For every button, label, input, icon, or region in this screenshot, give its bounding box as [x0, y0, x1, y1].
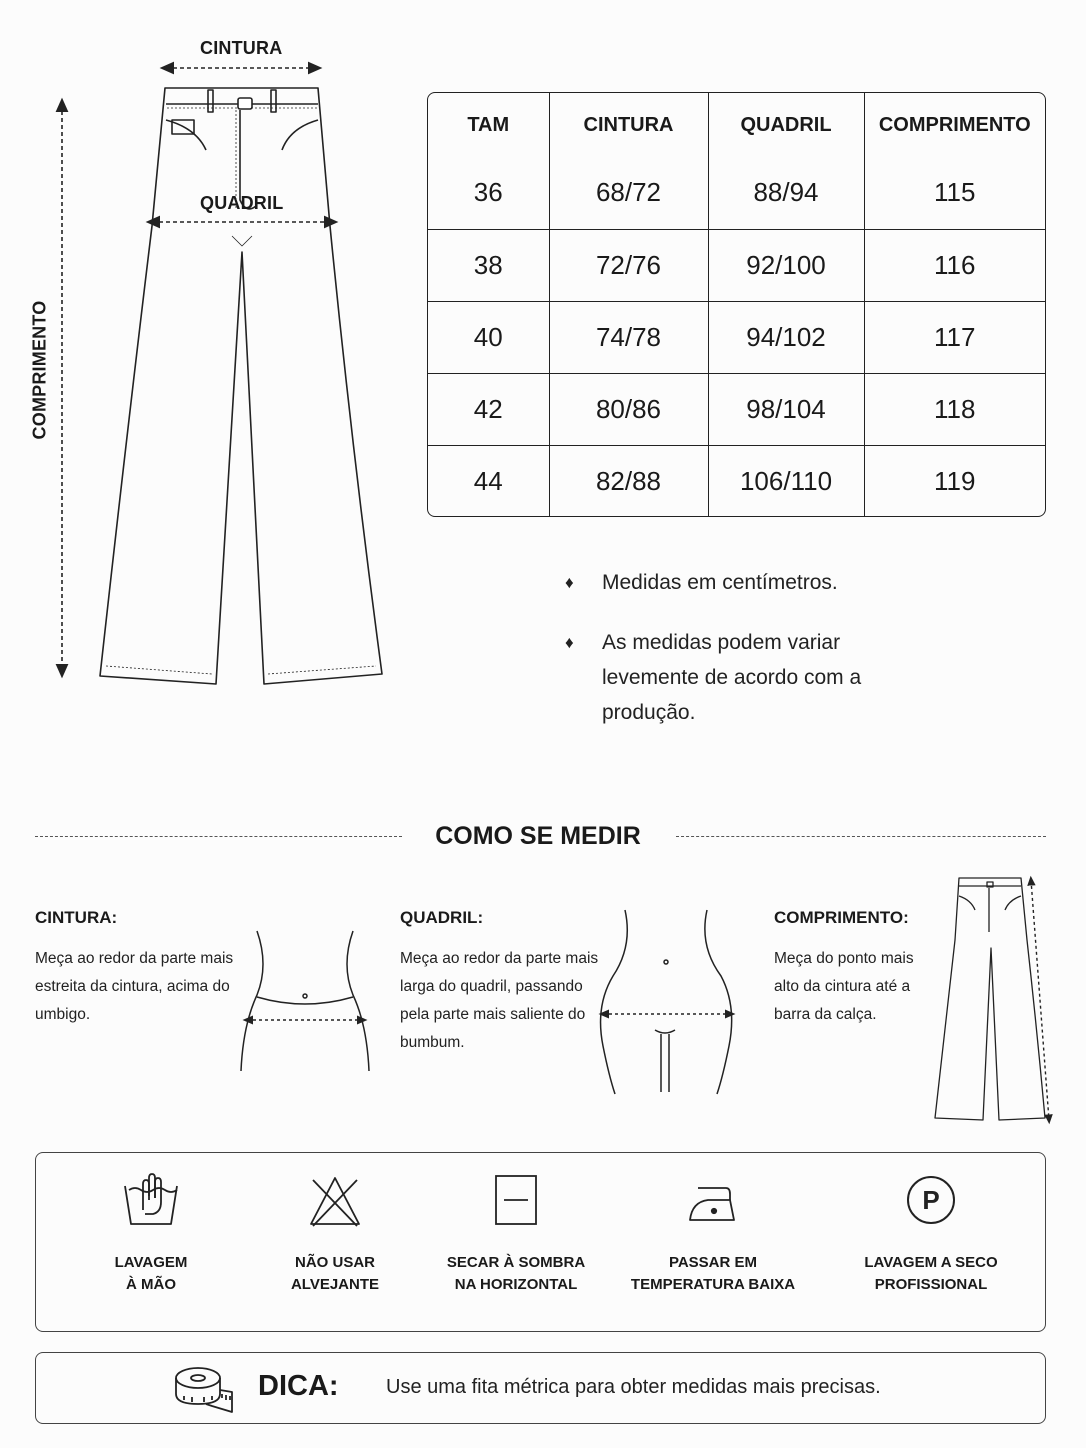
pants-diagram	[20, 30, 400, 700]
divider-line	[35, 836, 402, 837]
table-cell: 94/102	[708, 301, 864, 373]
table-cell: 118	[864, 373, 1045, 445]
care-label: LAVAGEM À MÃO	[114, 1254, 188, 1293]
waist-illustration-icon	[235, 925, 375, 1075]
diagram-label-quadril: QUADRIL	[200, 193, 284, 213]
table-header: CINTURA	[549, 93, 708, 157]
table-cell: 116	[864, 229, 1045, 301]
table-cell: 80/86	[549, 373, 708, 445]
table-cell: 98/104	[708, 373, 864, 445]
measure-title-quadril: QUADRIL:	[400, 908, 484, 927]
table-cell: 119	[934, 465, 976, 496]
table-cell: 44	[428, 445, 549, 517]
table-cell: 38	[428, 229, 549, 301]
dry-clean-icon	[901, 1170, 961, 1230]
size-table	[427, 92, 1046, 517]
table-cell: 106/110	[708, 445, 864, 517]
table-cell: 40	[428, 301, 549, 373]
care-item-hand-wash	[95, 1170, 207, 1296]
tip-title: DICA:	[258, 1370, 339, 1402]
table-row	[428, 229, 1045, 301]
care-item-dry-clean	[860, 1170, 1002, 1296]
care-label: PASSAR EM TEMPERATURA BAIXA	[630, 1254, 796, 1293]
table-header-row	[428, 93, 1045, 157]
diagram-label-comprimento: COMPRIMENTO	[29, 300, 50, 440]
measure-text-comprimento: Meça do ponto mais alto da cintura até a barra da calça.	[774, 950, 914, 1023]
table-cell: 88/94	[708, 157, 864, 229]
table-header: COMPRIMENTO	[878, 113, 1031, 136]
pants-drawing	[100, 88, 382, 684]
dry-flat-shade-icon	[486, 1170, 546, 1230]
table-cell: 117	[864, 301, 1045, 373]
table-row	[428, 373, 1045, 445]
dry-clean-symbol: P	[922, 1185, 940, 1215]
note-text: As medidas podem variar levemente de acordo com a produção.	[602, 631, 862, 724]
length-illustration-icon	[925, 870, 1055, 1125]
divider-line	[676, 836, 1046, 837]
measuring-tape-icon	[172, 1362, 236, 1418]
care-item-no-bleach	[280, 1170, 390, 1296]
table-row	[428, 301, 1045, 373]
measure-text-cintura: Meça ao redor da parte mais estreita da cintura, acima do umbigo.	[35, 950, 234, 1023]
diamond-bullet-icon: ♦	[565, 573, 574, 592]
table-header: QUADRIL	[708, 93, 864, 157]
table-header: TAM	[428, 93, 549, 157]
care-label: SECAR À SOMBRA NA HORIZONTAL	[446, 1254, 586, 1293]
table-cell: 72/76	[549, 229, 708, 301]
care-item-iron-low	[625, 1170, 801, 1296]
diamond-bullet-icon: ♦	[565, 633, 574, 652]
table-cell: 74/78	[549, 301, 708, 373]
measure-title-cintura: CINTURA:	[35, 908, 118, 927]
table-cell: 42	[428, 373, 549, 445]
care-label: NÃO USAR ALVEJANTE	[290, 1254, 380, 1293]
table-cell: 68/72	[549, 157, 708, 229]
hip-illustration-icon	[597, 906, 737, 1096]
section-title: COMO SE MEDIR	[435, 822, 641, 850]
table-cell: 36	[428, 157, 549, 229]
table-row	[428, 445, 1045, 517]
diagram-label-cintura: CINTURA	[200, 38, 283, 58]
note-text: Medidas em centímetros.	[602, 571, 838, 594]
no-bleach-icon	[305, 1170, 365, 1230]
table-row	[428, 157, 1045, 229]
care-item-dry-flat-shade	[440, 1170, 592, 1296]
tip-text: Use uma fita métrica para obter medidas mais precisas.	[386, 1376, 881, 1398]
table-cell: 92/100	[708, 229, 864, 301]
iron-low-icon	[678, 1170, 748, 1230]
table-cell: 82/88	[549, 445, 708, 517]
hand-wash-icon	[121, 1170, 181, 1230]
measure-title-comprimento: COMPRIMENTO:	[774, 908, 909, 927]
care-label: LAVAGEM A SECO PROFISSIONAL	[864, 1254, 998, 1293]
measure-text-quadril: Meça ao redor da parte mais larga do quadril, passando pela parte mais saliente do bumbum.	[400, 950, 599, 1051]
table-cell: 115	[864, 157, 1045, 229]
